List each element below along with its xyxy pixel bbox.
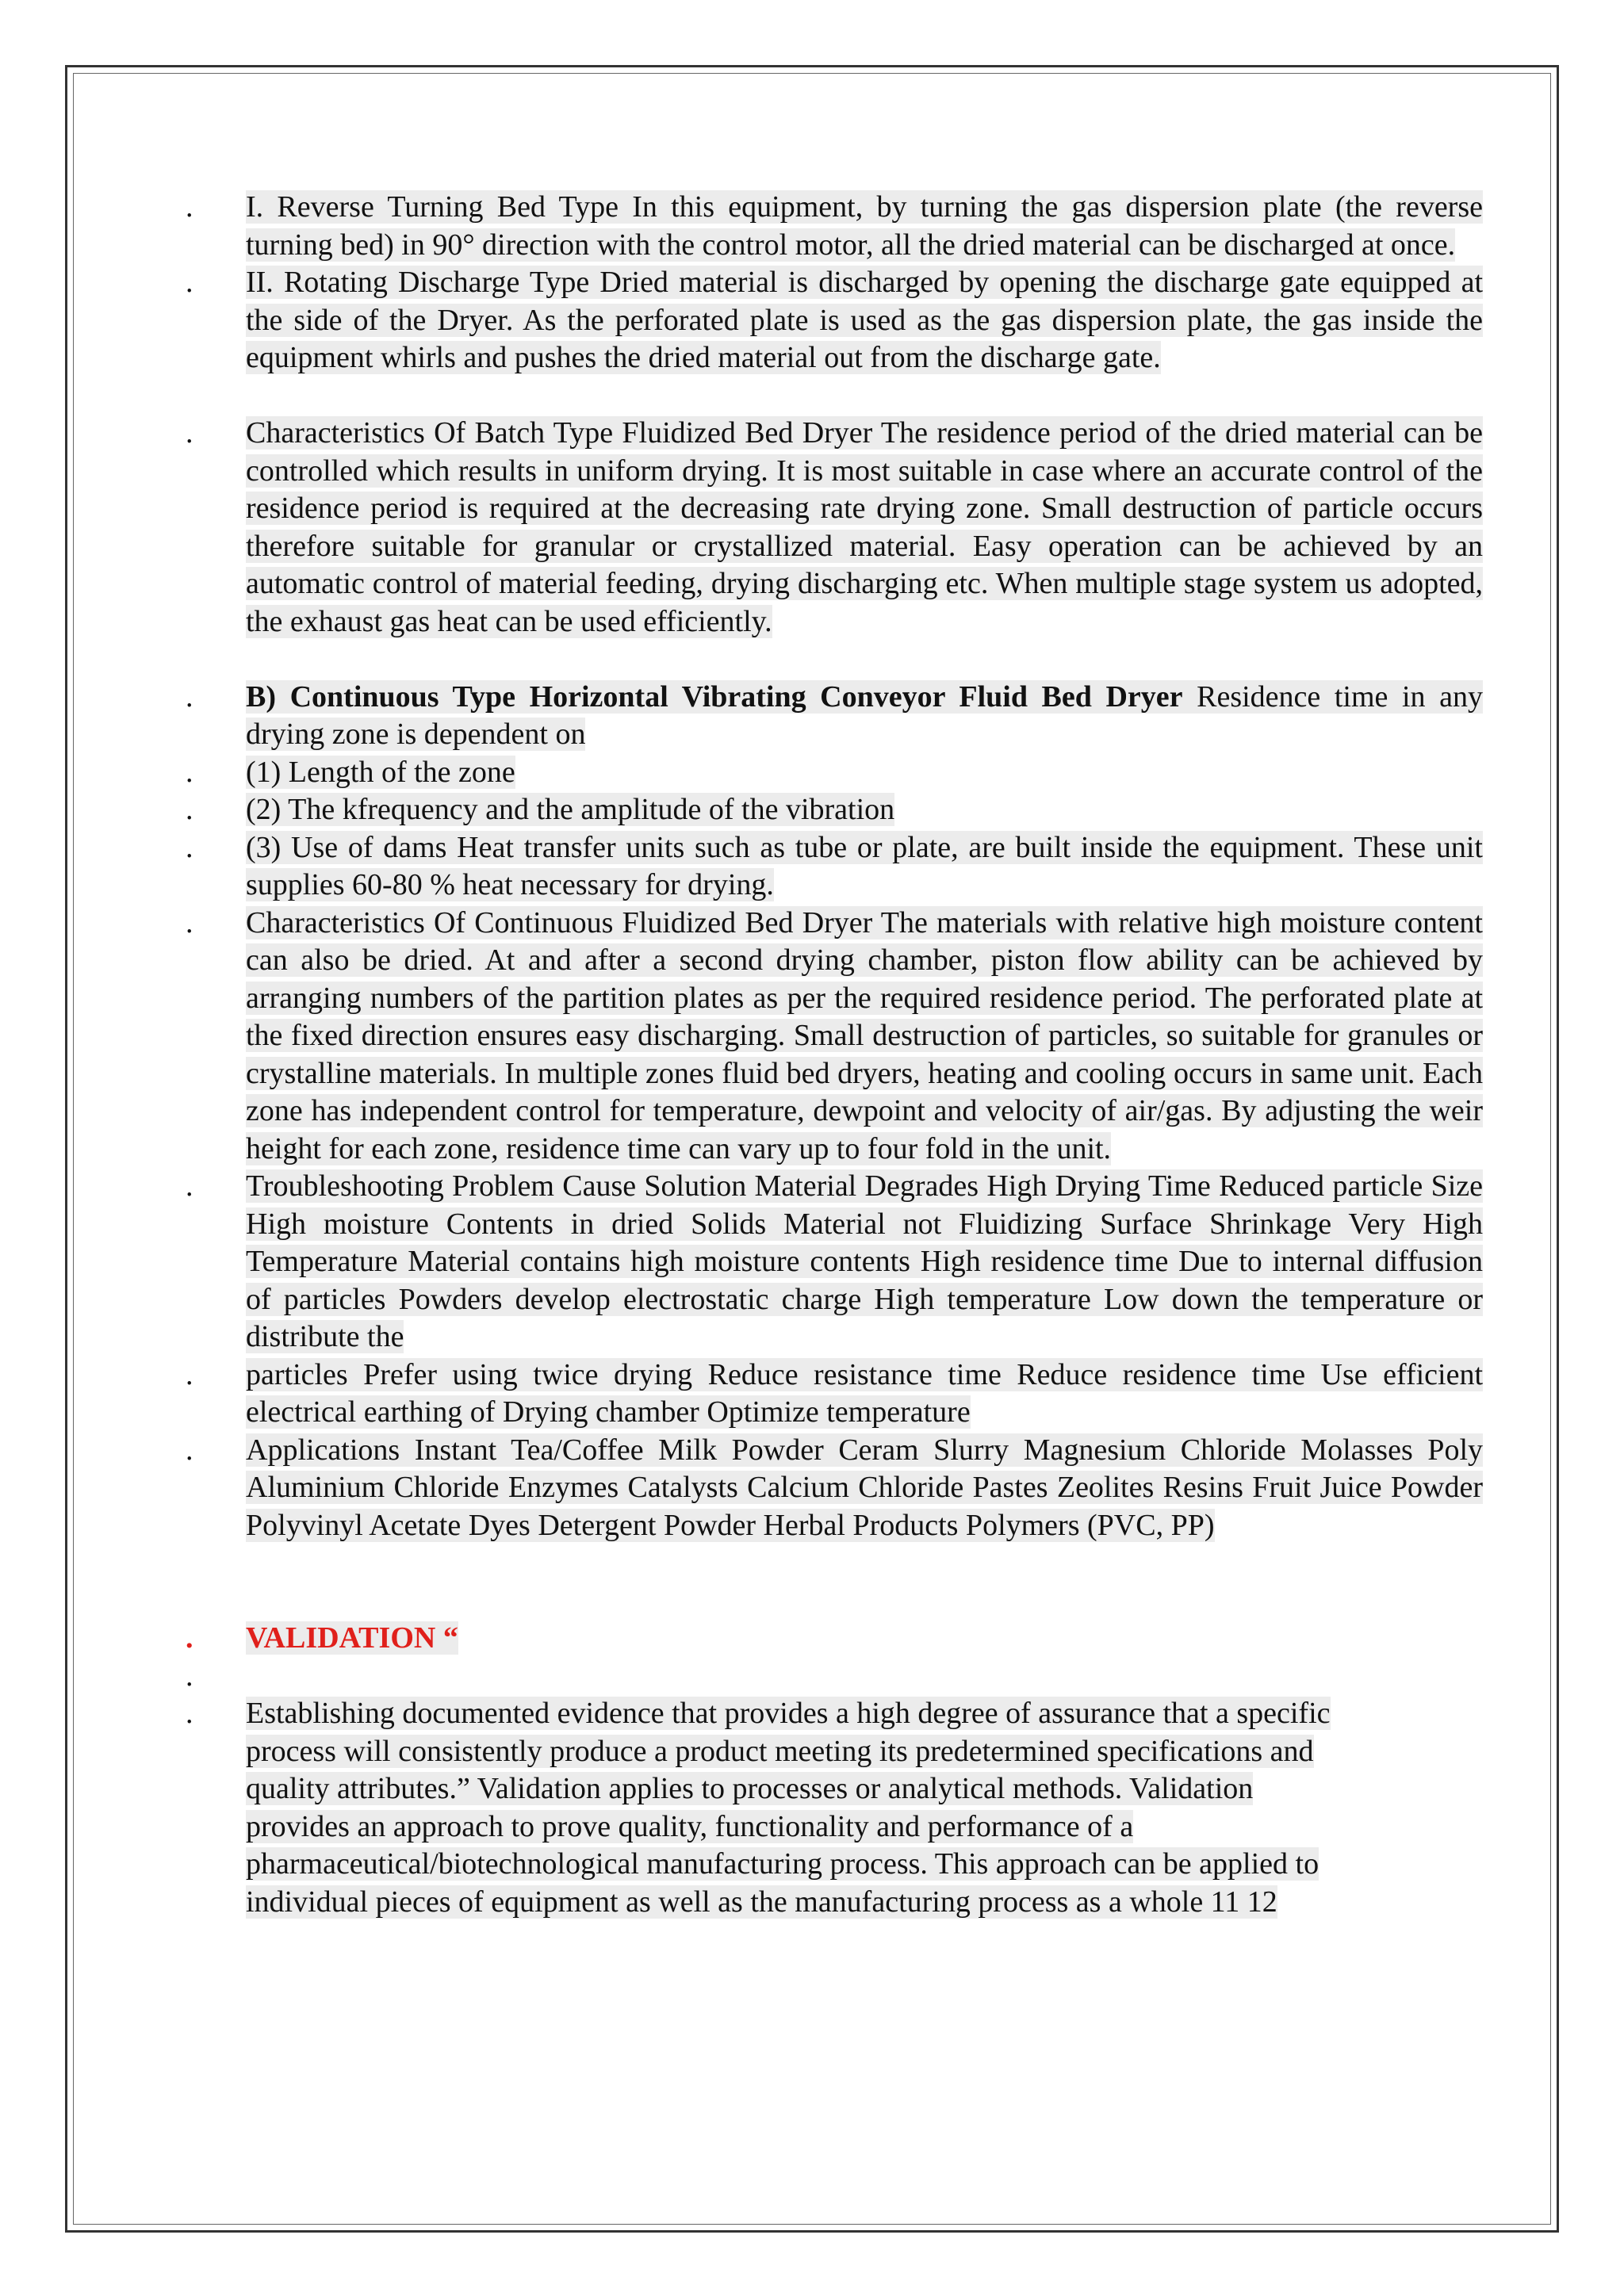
paragraph-text [246, 1659, 254, 1693]
bullet-dot: . [186, 1433, 193, 1467]
spacer [182, 641, 1483, 679]
paragraph-line: pharmaceutical/biotechnological manufacturing process. This approach can be applied to [246, 1847, 1320, 1881]
list-item-length-of-zone [182, 754, 1483, 792]
list-item-use-of-dams [182, 829, 1483, 905]
paragraph-text: Applications Instant Tea/Coffee Milk Powder Ceram Slurry Magnesium Chloride Molasses Poly Aluminium Chloride Enzymes Catalysts Calcium Chloride Pastes Zeolites Resins Fruit Juice Powder Polyvinyl Acetate Dyes Detergent Powder Herbal Products Polymers (PVC, PP) [246, 1433, 1483, 1542]
bullet-dot: . [186, 905, 193, 939]
bullet-dot: . [186, 1621, 193, 1655]
empty-list-item [182, 1658, 1483, 1696]
paragraph-line: Establishing documented evidence that provides a high degree of assurance that a specific [246, 1697, 1331, 1730]
bullet-dot: . [186, 793, 193, 826]
bullet-dot: . [186, 1697, 193, 1730]
paragraph-text: (3) Use of dams Heat transfer units such as tube or plate, are built inside the equipment. These unit supplies 60-80 % heat necessary for drying. [246, 830, 1483, 901]
paragraph-line: quality attributes.” Validation applies to processes or analytical methods. Validation [246, 1772, 1254, 1805]
paragraph-line: provides an approach to prove quality, functionality and performance of a [246, 1809, 1134, 1843]
bullet-dot: . [186, 266, 193, 299]
paragraph-text: Residence time in any drying zone is dependent on [246, 679, 1483, 751]
paragraph-text: (2) The kfrequency and the amplitude of the vibration [246, 793, 895, 826]
paragraph-troubleshooting [182, 1168, 1483, 1357]
paragraph-text: Characteristics Of Continuous Fluidized Bed Dryer The materials with relative high moisture content can also be dried. At and after a second drying chamber, piston flow ability can be achieved by arranging numbers of the partition plates as per the required residence period. The perforated plate at the fixed direction ensures easy discharging. Small destruction of particles, so suitable for granules or crystalline materials. In multiple zones fluid bed dryers, heating and cooling occurs in same unit. Each zone has independent control for temperature, dewpoint and velocity of air/gas. By adjusting the weir height for each zone, residence time can vary up to four fold in the unit. [246, 905, 1483, 1165]
paragraph-solutions [182, 1357, 1483, 1432]
document-body [182, 189, 1483, 1921]
section-subheading: B) Continuous Type Horizontal Vibrating Conveyor Fluid Bed Dryer [246, 679, 1183, 714]
paragraph-text: Characteristics Of Batch Type Fluidized Bed Dryer The residence period of the dried material can be controlled which results in uniform drying. It is most suitable in case where an accurate control of the residence period is required at the decreasing rate drying zone. Small destruction of particle occurs therefore suitable for granular or crystallized material. Easy operation can be achieved by an automatic control of material feeding, drying discharging etc. When multiple stage system us adopted, the exhaust gas heat can be used efficiently. [246, 416, 1483, 638]
paragraph-line: individual pieces of equipment as well as the manufacturing process as a whole 11 12 [246, 1885, 1277, 1919]
spacer [182, 1544, 1483, 1620]
paragraph-text: particles Prefer using twice drying Reduce resistance time Reduce residence time Use efficient electrical earthing of Drying chamber Optimize temperature [246, 1357, 1483, 1429]
paragraph-rotating-discharge [182, 264, 1483, 377]
paragraph-text: I. Reverse Turning Bed Type In this equipment, by turning the gas dispersion plate (the reverse turning bed) in 90° direction with the control motor, all the dried material can be discharged at once. [246, 190, 1483, 262]
paragraph-continuous-type [182, 679, 1483, 754]
section-heading: VALIDATION “ [246, 1621, 458, 1655]
paragraph-text: (1) Length of the zone [246, 755, 515, 789]
bullet-dot: . [186, 1169, 193, 1203]
paragraph-text: II. Rotating Discharge Type Dried material is discharged by opening the discharge gate equipped at the side of the Dryer. As the perforated plate is used as the gas dispersion plate, the gas inside the equipment whirls and pushes the dried material out from the discharge gate. [246, 266, 1483, 374]
bullet-dot: . [186, 755, 193, 789]
spacer [182, 377, 1483, 415]
paragraph-line: process will consistently produce a product meeting its predetermined specifications and [246, 1734, 1314, 1768]
list-item-frequency [182, 791, 1483, 829]
bullet-dot: . [186, 190, 193, 224]
paragraph-batch-characteristics [182, 415, 1483, 641]
paragraph-applications [182, 1432, 1483, 1545]
heading-validation [182, 1620, 1483, 1658]
bullet-dot: . [186, 1659, 193, 1693]
paragraph-validation-definition [182, 1695, 1483, 1921]
bullet-dot: . [186, 1357, 193, 1391]
paragraph-continuous-characteristics [182, 905, 1483, 1169]
bullet-dot: . [186, 679, 193, 714]
bullet-dot: . [186, 416, 193, 450]
paragraph-text: Troubleshooting Problem Cause Solution Material Degrades High Drying Time Reduced particle Size High moisture Contents in dried Solids Material not Fluidizing Surface Shrinkage Very High Temperature Material contains high moisture contents High residence time Due to internal diffusion of particles Powders develop electrostatic charge High temperature Low down the temperature or distribute the [246, 1169, 1483, 1353]
paragraph-reverse-turning-bed [182, 189, 1483, 264]
bullet-dot: . [186, 830, 193, 864]
